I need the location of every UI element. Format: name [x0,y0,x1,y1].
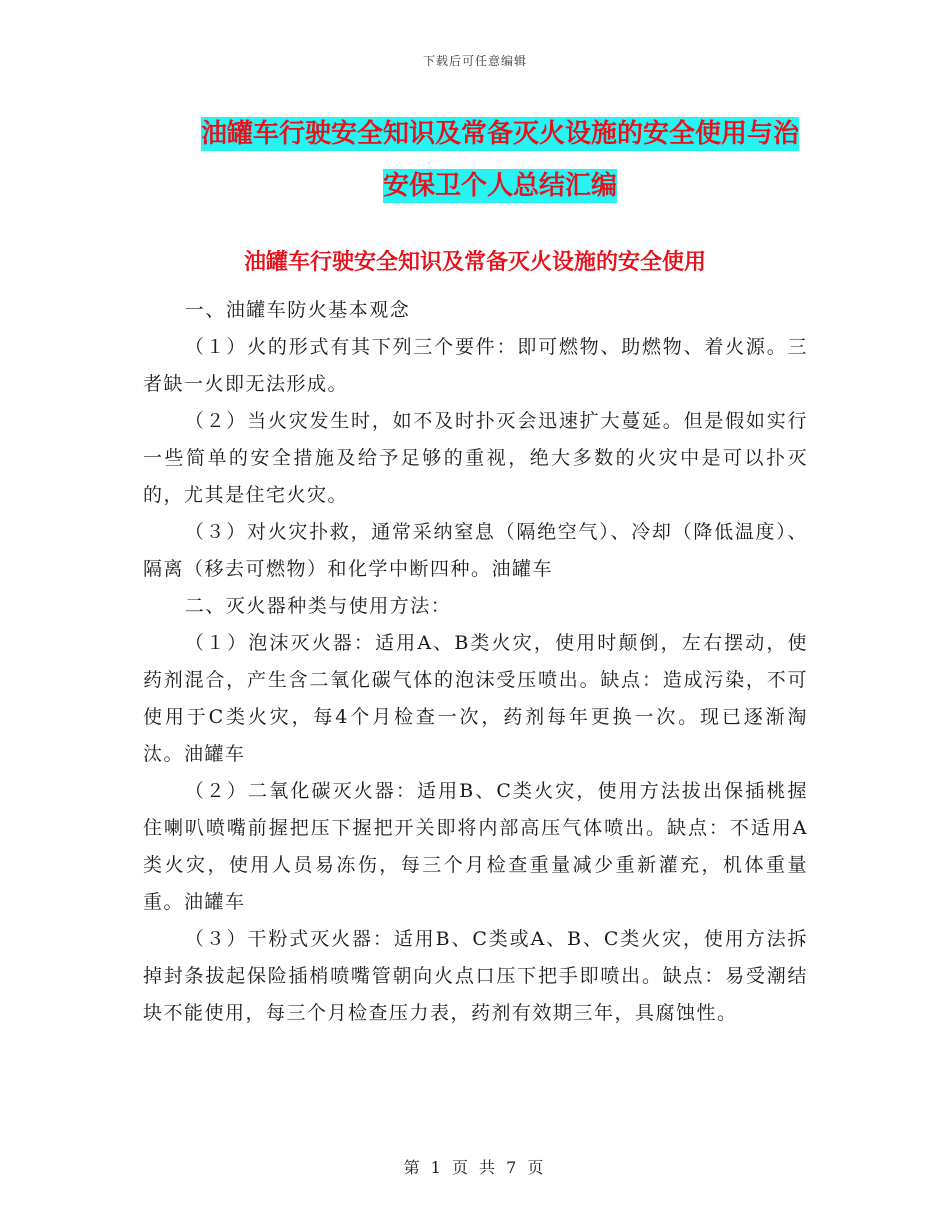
header-note: 下载后可任意编辑 [422,54,527,68]
document-title-line-2: 安保卫个人总结汇编 [382,171,617,201]
document-title [150,108,850,212]
paragraph: （３）对火灾扑救，通常采纳窒息（隔绝空气）、冷却（降低温度）、隔离（移去可燃物）和化学中断四种。油罐车 [143,521,808,580]
paragraph-heading-2: 二、灭火器种类与使用方法： [184,595,452,617]
paragraph: （２）二氧化碳灭火器：适用B、C类火灾，使用方法拔出保插桃握住喇叭喷嘴前握把压下握把开关即将内部高压气体喷出。缺点：不适用A类火灾，使用人员易冻伤，每三个月检查重量减少重新灌充，机体重量重。油罐车 [143,780,808,913]
paragraph: （１）火的形式有其下列三个要件：即可燃物、助燃物、着火源。三者缺一火即无法形成。 [143,336,808,395]
section-title: 油罐车行驶安全知识及常备灭火设施的安全使用 [243,249,706,275]
paragraph: （２）当火灾发生时，如不及时扑灭会迅速扩大蔓延。但是假如实行一些简单的安全措施及给予足够的重视，绝大多数的火灾中是可以扑灭的，尤其是住宅火灾。 [143,410,808,506]
page-number: 第 1 页 共 7 页 [403,1158,547,1177]
document-body [143,292,808,1032]
paragraph: （１）泡沫灭火器：适用A、B类火灾，使用时颠倒，左右摆动，使药剂混合，产生含二氧化碳气体的泡沫受压喷出。缺点：造成污染，不可使用于C类火灾，每4个月检查一次，药剂每年更换一次。现已逐渐淘汰。油罐车 [143,632,808,765]
paragraph: （３）干粉式灭火器：适用B、C类或A、B、C类火灾，使用方法拆掉封条拔起保险插梢喷嘴管朝向火点口压下把手即喷出。缺点：易受潮结块不能使用，每三个月检查压力表，药剂有效期三年，具腐蚀性。 [143,928,808,1024]
paragraph-heading-1: 一、油罐车防火基本观念 [184,299,411,321]
document-title-line-1: 油罐车行驶安全知识及常备灭火设施的安全使用与治 [200,119,799,149]
